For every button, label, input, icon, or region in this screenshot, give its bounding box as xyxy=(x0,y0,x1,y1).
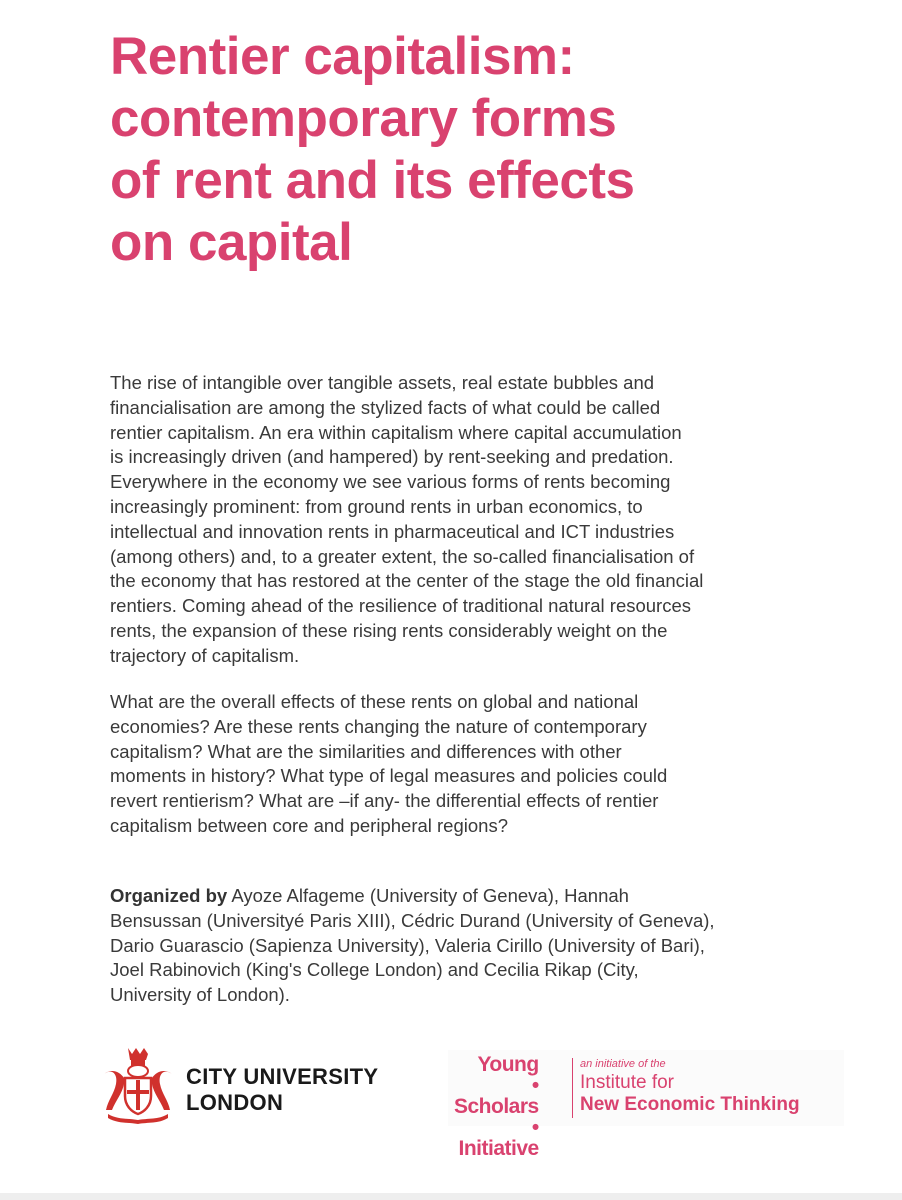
ysi-word: Initiative xyxy=(458,1137,539,1160)
inet-line: New Economic Thinking xyxy=(580,1094,800,1115)
title-line: on capital xyxy=(110,213,353,272)
paragraph-line: University of London). xyxy=(110,984,290,1006)
paragraph-line: financialisation are among the stylized facts of what could be called xyxy=(110,396,661,418)
paragraph-line: moments in history? What type of legal measures and policies could xyxy=(110,765,668,787)
logo-divider xyxy=(572,1058,573,1118)
paragraph-line: is increasingly driven (and hampered) by rent-seeking and predation. xyxy=(110,446,674,468)
city-logo-line: LONDON xyxy=(186,1090,284,1115)
paragraph-line: Bensussan (Universityé Paris XIII), Cédric Durand (University of Geneva), xyxy=(110,909,715,931)
paragraph-line: trajectory of capitalism. xyxy=(110,644,300,666)
page-bottom-edge xyxy=(0,1193,902,1200)
inet-line: Institute for xyxy=(580,1072,674,1093)
ysi-word: Young xyxy=(477,1053,539,1076)
young-scholars-initiative-logo xyxy=(448,1050,844,1160)
paragraph-line: economies? Are these rents changing the nature of contemporary xyxy=(110,715,647,737)
ysi-word: Scholars xyxy=(454,1095,539,1118)
title-line: Rentier capitalism: xyxy=(110,27,575,86)
organizers-first-line-rest: Ayoze Alfageme (University of Geneva), Hannah xyxy=(227,885,629,906)
city-university-logo xyxy=(98,1044,398,1124)
ysi-dot-icon: • xyxy=(531,1116,539,1139)
organizers-first-line xyxy=(110,884,870,909)
organizers-paragraph xyxy=(110,884,870,1008)
city-university-wordmark xyxy=(186,1064,378,1116)
inet-wordmark xyxy=(580,1056,800,1116)
page-title xyxy=(110,26,890,274)
ysi-word-line xyxy=(454,1117,539,1159)
ysi-word-line xyxy=(454,1075,539,1117)
title-line: contemporary forms xyxy=(110,89,617,148)
city-university-crest-icon xyxy=(98,1044,178,1124)
paragraph-line: revert rentierism? What are –if any- the differential effects of rentier xyxy=(110,790,659,812)
paragraph-line: Joel Rabinovich (King's College London) and Cecilia Rikap (City, xyxy=(110,959,639,981)
paragraph-line: rentiers. Coming ahead of the resilience of traditional natural resources xyxy=(110,595,692,617)
paragraph-line: What are the overall effects of these rents on global and national xyxy=(110,691,639,712)
organizers-label: Organized by xyxy=(110,885,228,906)
paragraph-line: capitalism? What are the similarities and differences with other xyxy=(110,740,622,762)
paragraph-line: the economy that has restored at the center of the stage the old financial xyxy=(110,570,704,592)
paragraph-line: capitalism between core and peripheral regions? xyxy=(110,814,508,836)
paragraph-line: intellectual and innovation rents in pharmaceutical and ICT industries xyxy=(110,520,675,542)
questions-paragraph xyxy=(110,690,870,839)
title-line: of rent and its effects xyxy=(110,151,635,210)
paragraph-line: Everywhere in the economy we see various forms of rents becoming xyxy=(110,471,671,493)
city-logo-line: CITY UNIVERSITY xyxy=(186,1064,379,1089)
intro-paragraph xyxy=(110,371,870,669)
paragraph-line: Dario Guarascio (Sapienza University), Valeria Cirillo (University of Bari), xyxy=(110,934,705,956)
paragraph-line: increasingly prominent: from ground rents in urban economics, to xyxy=(110,495,643,517)
paragraph-line: rentier capitalism. An era within capitalism where capital accumulation xyxy=(110,421,682,443)
ysi-dot-icon: • xyxy=(531,1074,539,1097)
inet-tagline: an initiative of the xyxy=(580,1058,666,1070)
paragraph-line: rents, the expansion of these rising rents considerably weight on the xyxy=(110,619,668,641)
paragraph-line: (among others) and, to a greater extent, the so-called financialisation of xyxy=(110,545,695,567)
ysi-wordmark xyxy=(454,1054,539,1159)
paragraph-line: The rise of intangible over tangible assets, real estate bubbles and xyxy=(110,372,655,393)
